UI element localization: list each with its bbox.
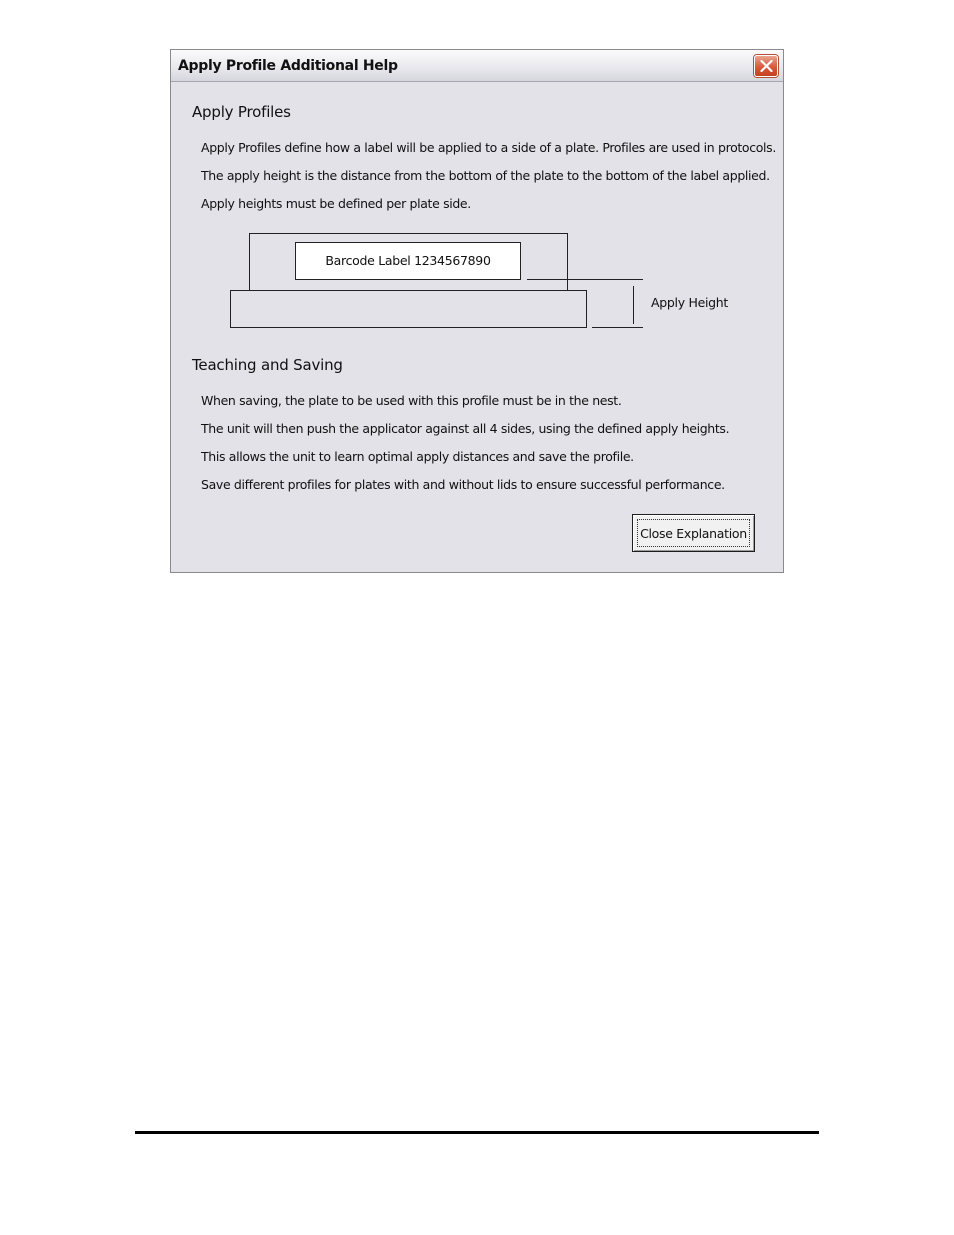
help-dialog: [170, 49, 784, 573]
teaching-line-2: The unit will then push the applicator against all 4 sides, using the defined apply heights.: [201, 421, 730, 436]
dialog-title: Apply Profile Additional Help: [178, 58, 398, 74]
teaching-saving-heading: Teaching and Saving: [192, 356, 343, 374]
apply-height-dimension-line: [633, 286, 634, 324]
barcode-label-box: Barcode Label 1234567890: [295, 242, 521, 280]
teaching-line-4: Save different profiles for plates with and without lids to ensure successful performance.: [201, 477, 725, 492]
plate-base-outline: [230, 290, 587, 328]
page-footer-rule: [135, 1131, 819, 1134]
teaching-line-3: This allows the unit to learn optimal apply distances and save the profile.: [201, 449, 634, 464]
close-window-button[interactable]: [754, 55, 778, 77]
apply-profiles-line-3: Apply heights must be defined per plate side.: [201, 196, 471, 211]
apply-height-label: Apply Height: [651, 295, 728, 310]
title-bar[interactable]: [171, 50, 783, 82]
close-x-icon: [760, 60, 773, 72]
close-explanation-label: Close Explanation: [637, 519, 750, 547]
close-explanation-button[interactable]: [632, 514, 755, 552]
apply-profiles-line-2: The apply height is the distance from the bottom of the plate to the bottom of the label applied.: [201, 168, 770, 183]
apply-profiles-line-1: Apply Profiles define how a label will be applied to a side of a plate. Profiles are used in protocols.: [201, 140, 776, 155]
label-bottom-guide-line: [527, 279, 643, 280]
apply-profiles-heading: Apply Profiles: [192, 103, 291, 121]
plate-bottom-guide-line: [592, 327, 643, 328]
teaching-line-1: When saving, the plate to be used with this profile must be in the nest.: [201, 393, 622, 408]
